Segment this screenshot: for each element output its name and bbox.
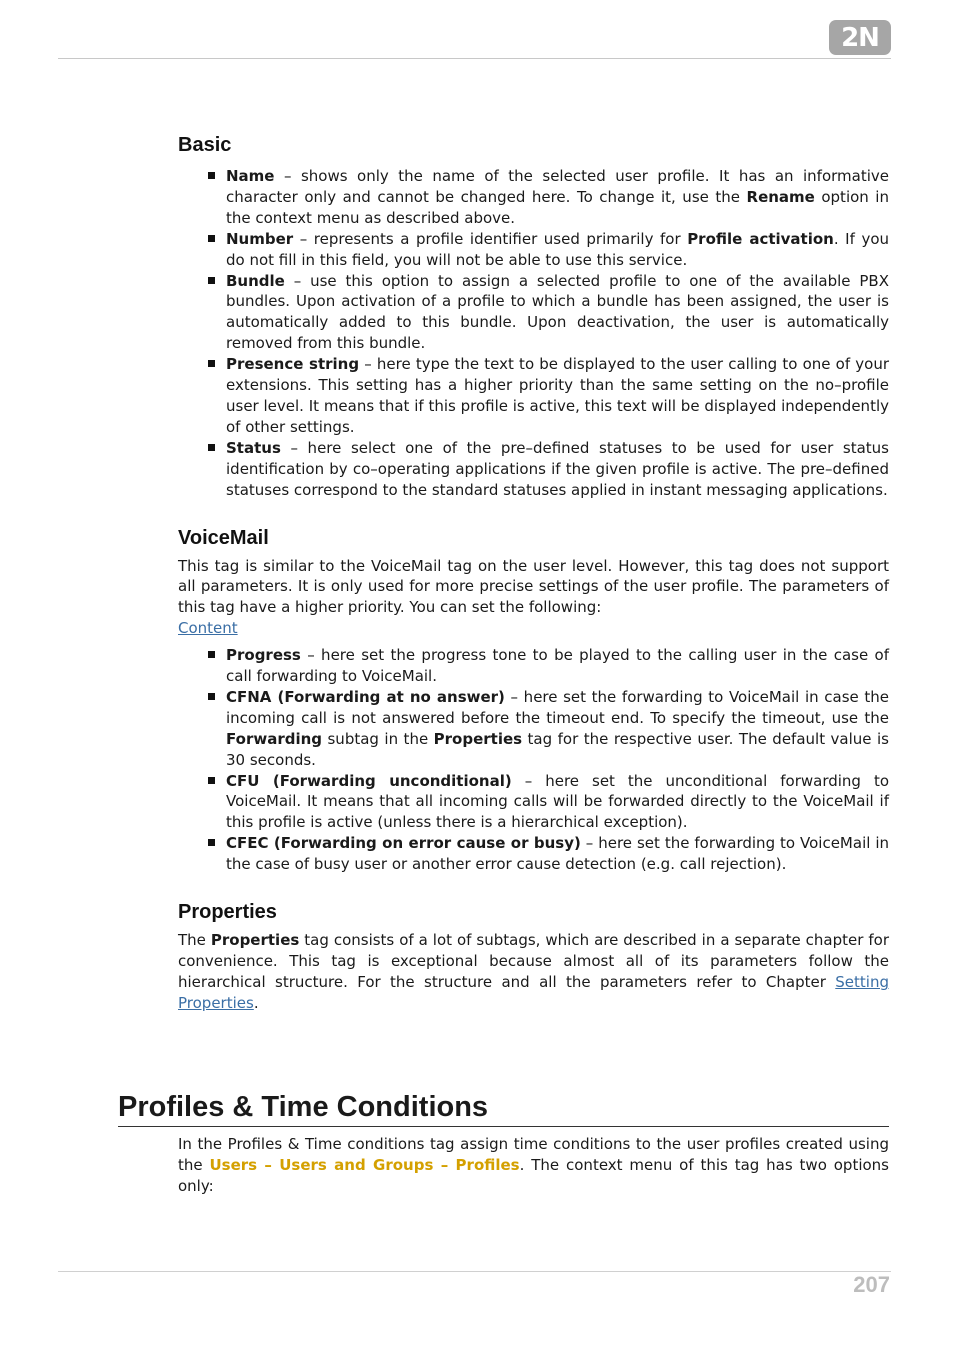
basic-heading: Basic	[178, 134, 232, 156]
setting-properties-link[interactable]: Setting Properties	[178, 972, 889, 1012]
basic-list	[178, 166, 889, 501]
list-item-progress	[178, 645, 889, 687]
voicemail-intro: This tag is similar to the VoiceMail tag on the user level. However, this tag does not support all parameters. It is only used for more precise settings of the user profile. The parameters of this tag have a higher priority. You can set the following:	[178, 556, 889, 617]
properties-heading: Properties	[178, 901, 277, 924]
desc: – here set the forwarding to VoiceMail in the case of busy user or another error cause detection (e.g. call rejection).	[226, 834, 890, 874]
desc: – here set the unconditional forwarding to VoiceMail. It means that all incoming calls will be forwarded directly to the VoiceMail if this profile is active (unless there is a hierarchical exception).	[226, 771, 889, 832]
desc-bold: Rename	[746, 187, 815, 206]
nav-path: Users – Users and Groups – Profiles	[209, 1155, 520, 1174]
text: . The context menu of this tag has two options only:	[178, 1155, 889, 1195]
desc: – here type the text to be displayed to the user calling to one of your extensions. This setting has a higher priority than the same setting on the no–profile user level. It means that if this profile is active, this text will be displayed independently of other settings.	[226, 355, 889, 436]
header-divider	[58, 58, 891, 59]
desc: subtag in the	[322, 729, 434, 748]
list-item-presence-string	[178, 354, 889, 438]
text: tag consists of a lot of subtags, which are described in a separate chapter for convenience. This tag is exceptional because almost all of its parameters follow the hierarchical structure. For the structure and all the parameters refer to Chapter	[178, 931, 889, 991]
list-item-cfec	[178, 833, 889, 875]
content-link[interactable]: Content	[178, 619, 238, 638]
text: The	[178, 931, 211, 950]
desc: – shows only the name of the selected user profile. It has an informative character only and cannot be changed here. To change it, use the	[226, 167, 889, 206]
desc: tag for the respective user. The default value is 30 seconds.	[226, 729, 889, 769]
term: Presence string	[226, 355, 360, 374]
2n-logo	[829, 20, 891, 55]
term: Status	[226, 438, 281, 457]
section-title: Profiles & Time Conditions	[118, 1088, 889, 1127]
desc-bold: Forwarding	[226, 729, 323, 748]
profiles-content	[178, 1134, 889, 1197]
desc: – use this option to assign a selected profile to one of the available PBX bundles. Upon activation of a profile to which a bundle has been assigned, the user is automatically added to this bundle. Upon deactivation, the user is automatically removed from this bundle.	[226, 271, 889, 353]
page-number: 207	[853, 1272, 890, 1297]
desc: – here set the forwarding to VoiceMail in case the incoming call is not answered before the timeout end. To specify the timeout, use the	[226, 687, 889, 727]
term: CFNA (Forwarding at no answer)	[226, 687, 505, 706]
text-bold: Properties	[210, 931, 300, 950]
main-content	[178, 131, 889, 1014]
term: Bundle	[226, 271, 285, 290]
text: In the Profiles & Time conditions tag assign time conditions to the user profiles created using the	[178, 1135, 889, 1174]
list-item-name	[178, 166, 889, 229]
term: Name	[226, 167, 275, 185]
profiles-paragraph	[178, 1134, 889, 1197]
footer-divider	[58, 1271, 891, 1272]
desc: . If you do not fill in this field, you will not be able to use this service.	[226, 229, 890, 269]
logo-text: 2N	[841, 22, 879, 53]
list-item-number	[178, 229, 889, 271]
desc-bold: Properties	[433, 729, 523, 748]
desc: – here set the progress tone to be played to the calling user in the case of call forwarding to VoiceMail.	[226, 646, 889, 686]
term: CFU (Forwarding unconditional)	[226, 771, 512, 790]
list-item-status	[178, 438, 889, 501]
voicemail-list	[178, 645, 889, 875]
term: Progress	[226, 646, 301, 665]
properties-paragraph	[178, 930, 889, 1014]
desc: option in the context menu as described above.	[226, 187, 889, 227]
text: .	[253, 993, 259, 1012]
term: CFEC (Forwarding on error cause or busy)	[226, 834, 581, 853]
list-item-cfna	[178, 687, 889, 771]
list-item-cfu	[178, 771, 889, 834]
term: Number	[226, 229, 294, 248]
desc-bold: Profile activation	[687, 229, 834, 248]
desc: – here select one of the pre–defined statuses to be used for user status identification by co–operating applications if the given profile is active. The pre–defined statuses correspond to the standard statuses applied in instant messaging applications.	[226, 438, 889, 499]
desc: – represents a profile identifier used primarily for	[293, 229, 688, 248]
content-link-para	[178, 618, 889, 639]
voicemail-heading: VoiceMail	[178, 526, 269, 549]
list-item-bundle	[178, 271, 889, 355]
